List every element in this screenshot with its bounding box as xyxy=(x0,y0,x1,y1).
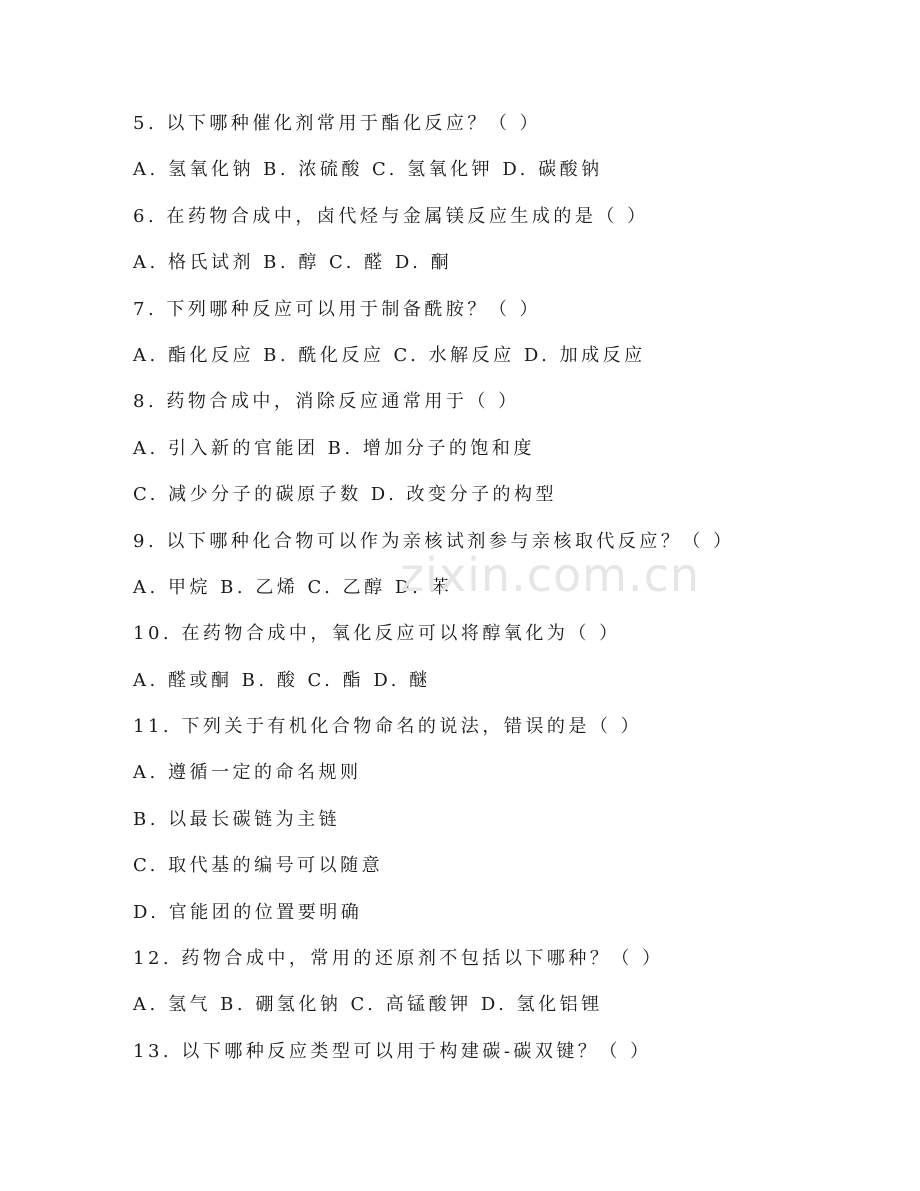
question-12: 12. 药物合成中，常用的还原剂不包括以下哪种？（ ） xyxy=(133,948,664,970)
question-6-options: A. 格氏试剂 B. 醇 C. 醛 D. 酮 xyxy=(133,252,453,274)
question-8-options-ab: A. 引入新的官能团 B. 增加分子的饱和度 xyxy=(133,437,535,459)
question-10: 10. 在药物合成中，氧化反应可以将醇氧化为（ ） xyxy=(133,623,621,645)
question-7-options: A. 酯化反应 B. 酰化反应 C. 水解反应 D. 加成反应 xyxy=(133,344,646,366)
question-10-options: A. 醛或酮 B. 酸 C. 酯 D. 醚 xyxy=(133,669,431,691)
question-list xyxy=(133,104,873,1078)
question-8-options-cd: C. 减少分子的碳原子数 D. 改变分子的构型 xyxy=(133,484,558,506)
question-11-option-d: D. 官能团的位置要明确 xyxy=(133,901,363,923)
watermark-text: zixin.com.cn xyxy=(400,548,701,602)
question-11-option-c: C. 取代基的编号可以随意 xyxy=(133,855,384,877)
question-11: 11. 下列关于有机化合物命名的说法，错误的是（ ） xyxy=(133,716,643,738)
question-5: 5. 以下哪种催化剂常用于酯化反应？（ ） xyxy=(133,113,542,134)
question-8: 8. 药物合成中，消除反应通常用于（ ） xyxy=(133,391,520,413)
question-11-option-b: B. 以最长碳链为主链 xyxy=(133,808,341,830)
question-11-option-a: A. 遵循一定的命名规则 xyxy=(133,762,362,784)
question-12-options: A. 氢气 B. 硼氢化钠 C. 高锰酸钾 D. 氢化铝锂 xyxy=(133,994,603,1016)
question-13: 13. 以下哪种反应类型可以用于构建碳-碳双键？（ ） xyxy=(133,1040,652,1062)
question-7: 7. 下列哪种反应可以用于制备酰胺？（ ） xyxy=(133,298,542,320)
question-9-options: A. 甲烷 B. 乙烯 C. 乙醇 D. 苯 xyxy=(133,576,453,598)
question-9: 9. 以下哪种化合物可以作为亲核试剂参与亲核取代反应？（ ） xyxy=(133,530,735,552)
question-5-options: A. 氢氧化钠 B. 浓硫酸 C. 氢氧化钾 D. 碳酸钠 xyxy=(133,159,603,181)
question-6: 6. 在药物合成中，卤代烃与金属镁反应生成的是（ ） xyxy=(133,205,649,227)
